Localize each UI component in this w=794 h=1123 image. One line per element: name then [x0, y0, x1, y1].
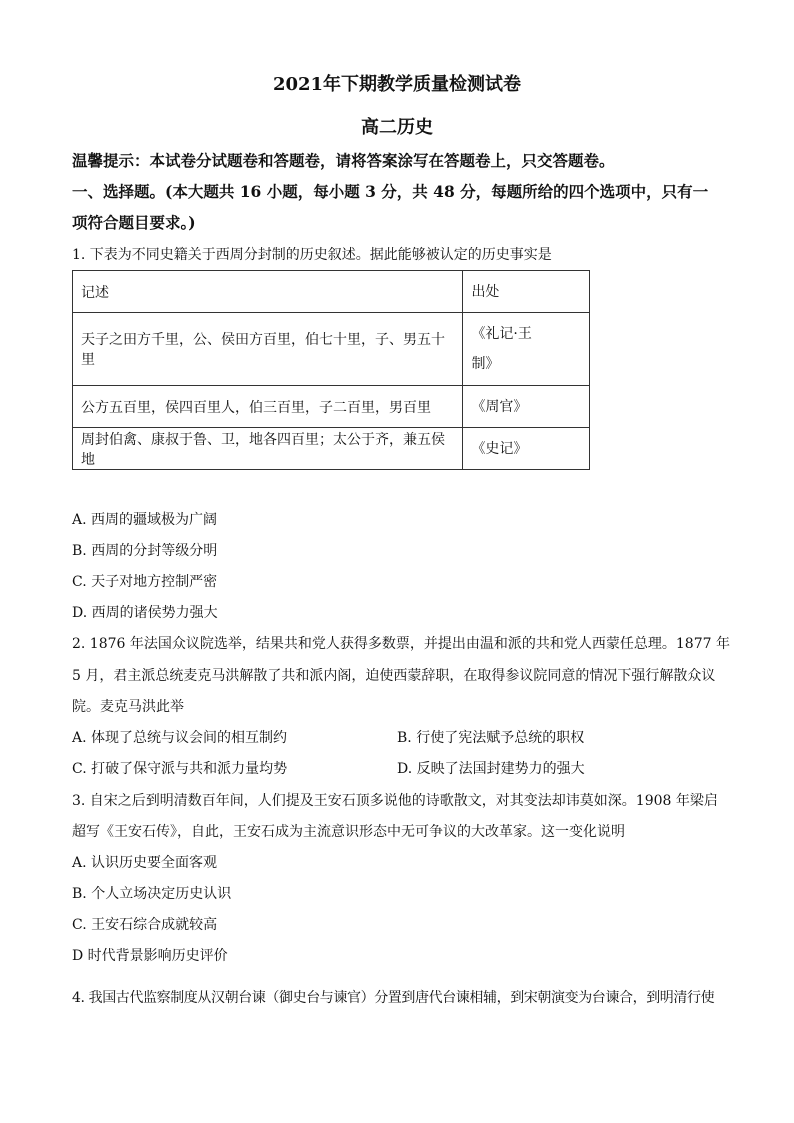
table-header-row — [73, 271, 590, 313]
q1-option-d: D. 西周的诸侯势力强大 — [72, 605, 218, 621]
table-cell-text: 周封伯禽、康叔于鲁、卫，地各四百里；太公于齐，兼五侯地 — [73, 428, 463, 470]
notice-text: 温馨提示：本试卷分试题卷和答题卷，请将答案涂写在答题卷上，只交答题卷。 — [72, 151, 615, 170]
q2-option-a: A. 体现了总统与议会间的相互制约 — [72, 730, 288, 746]
table-cell-text: 公方五百里，侯四百里人，伯三百里，子二百里，男百里 — [73, 386, 463, 428]
section-heading-line1: 一、选择题。(本大题共 16 小题，每小题 3 分，共 48 分，每题所给的四个选项中，只有一 — [72, 182, 709, 201]
exam-title: 2021年下期教学质量检测试卷 — [272, 74, 522, 95]
q3-stem-line1: 3. 自宋之后到明清数百年间，人们提及王安石顶多说他的诗歌散文，对其变法却讳莫如深。1908 年梁启 — [72, 793, 718, 809]
q3-option-c: C. 王安石综合成就较高 — [72, 917, 218, 933]
q3-stem-line2: 超写《王安石传》，自此，王安石成为主流意识形态中无可争议的大改革家。这一变化说明 — [72, 824, 625, 840]
q3-option-a: A. 认识历史要全面客观 — [72, 855, 218, 871]
source-line: 《礼记·王 — [471, 326, 532, 342]
q2-stem-line1: 2. 1876 年法国众议院选举，结果共和党人获得多数票，并提出由温和派的共和党人西蒙任总理。1877 年 — [72, 636, 730, 652]
table-row — [73, 313, 590, 386]
table-header-cell: 出处 — [463, 271, 590, 313]
q2-option-d: D. 反映了法国封建势力的强大 — [397, 761, 585, 777]
q4-stem-line1: 4. 我国古代监察制度从汉朝台谏（御史台与谏官）分置到唐代台谏相辅，到宋朝演变为台谏合，到明清行使 — [72, 990, 715, 1006]
table-cell-source: 《史记》 — [463, 428, 590, 470]
q1-stem: 1. 下表为不同史籍关于西周分封制的历史叙述。据此能够被认定的历史事实是 — [72, 247, 552, 263]
q2-option-b: B. 行使了宪法赋予总统的职权 — [397, 730, 585, 746]
table-header-cell: 记述 — [73, 271, 463, 313]
table-row — [73, 428, 590, 470]
exam-subject: 高二历史 — [361, 117, 433, 138]
q1-table — [72, 270, 590, 470]
table-cell-text: 天子之田方千里，公、侯田方百里，伯七十里，子、男五十里 — [73, 313, 463, 386]
table-cell-source: 《周官》 — [463, 386, 590, 428]
q3-option-b: B. 个人立场决定历史认识 — [72, 886, 232, 902]
q1-option-c: C. 天子对地方控制严密 — [72, 574, 218, 590]
q1-option-b: B. 西周的分封等级分明 — [72, 543, 218, 559]
q2-stem-line3: 院。麦克马洪此举 — [72, 699, 184, 715]
q2-stem-line2: 5 月，君主派总统麦克马洪解散了共和派内阁，迫使西蒙辞职，在取得参议院同意的情况下强行解散众议 — [72, 668, 716, 684]
table-cell-source — [463, 313, 590, 386]
source-line: 制》 — [471, 356, 500, 372]
section-heading-line2: 项符合题目要求。) — [72, 213, 196, 232]
q1-option-a: A. 西周的疆域极为广阔 — [72, 512, 218, 528]
q2-option-c: C. 打破了保守派与共和派力量均势 — [72, 761, 288, 777]
table-row — [73, 386, 590, 428]
q3-option-d: D 时代背景影响历史评价 — [72, 948, 228, 964]
